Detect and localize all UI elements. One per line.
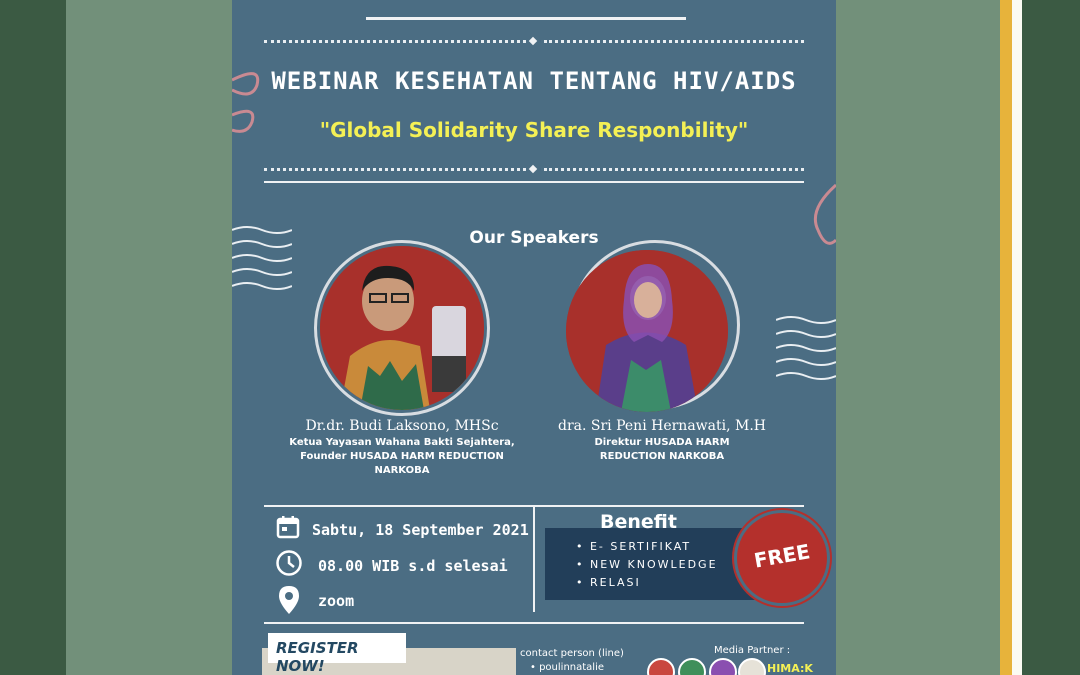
speaker-role-line: REDUCTION NARKOBA bbox=[599, 451, 725, 462]
white-border bbox=[1012, 0, 1022, 675]
benefit-item: • E- SERTIFIKAT bbox=[576, 540, 692, 553]
dotted-divider-mid-right bbox=[544, 168, 804, 171]
gold-border bbox=[1000, 0, 1012, 675]
matte-right bbox=[836, 0, 1000, 675]
free-badge-label: FREE bbox=[752, 539, 812, 573]
partner-logo-text: HIMA:K bbox=[767, 662, 813, 675]
dotted-divider-mid-left bbox=[264, 168, 526, 171]
divider-diamond bbox=[529, 37, 537, 45]
benefit-heading: Benefit bbox=[600, 511, 677, 533]
location-pin-icon bbox=[278, 585, 300, 615]
partner-logo bbox=[647, 658, 675, 675]
webinar-poster bbox=[232, 0, 836, 675]
speaker-role-line: Ketua Yayasan Wahana Bakti Sejahtera, bbox=[289, 437, 515, 448]
contact-item: • poulinnatalie bbox=[530, 662, 604, 673]
top-divider bbox=[366, 17, 686, 20]
event-platform: zoom bbox=[318, 592, 355, 610]
dotted-divider-top-left bbox=[264, 40, 526, 43]
speaker-name: Dr.dr. Budi Laksono, MHSc bbox=[305, 418, 499, 434]
partner-logo bbox=[709, 658, 737, 675]
pink-swirl-right-decoration bbox=[798, 180, 836, 260]
calendar-icon bbox=[276, 515, 300, 539]
event-time: 08.00 WIB s.d selesai bbox=[318, 557, 508, 575]
matte-left bbox=[66, 0, 232, 675]
divider-line bbox=[264, 181, 804, 183]
clock-icon bbox=[275, 549, 303, 577]
register-now-label: REGISTER NOW! bbox=[276, 639, 359, 675]
contact-label: contact person (line) bbox=[520, 648, 624, 659]
frame-right bbox=[1022, 0, 1080, 675]
divider-line bbox=[264, 622, 804, 624]
benefit-item: • RELASI bbox=[576, 576, 641, 589]
speaker-role-line: Founder HUSADA HARM REDUCTION bbox=[300, 451, 504, 462]
partner-logo bbox=[738, 658, 766, 675]
speakers-heading: Our Speakers bbox=[469, 228, 599, 248]
event-title: WEBINAR KESEHATAN TENTANG HIV/AIDS bbox=[271, 67, 797, 95]
divider-diamond bbox=[529, 165, 537, 173]
speaker-role-line: NARKOBA bbox=[374, 465, 430, 476]
speaker-photo-sri bbox=[566, 250, 728, 412]
divider-vertical bbox=[533, 505, 535, 612]
speaker-role bbox=[272, 436, 532, 478]
free-badge bbox=[737, 513, 827, 603]
speaker-role bbox=[528, 436, 796, 464]
register-now-button[interactable] bbox=[268, 633, 406, 675]
speaker-name: dra. Sri Peni Hernawati, M.H bbox=[557, 418, 766, 434]
speaker-role-line: Direktur HUSADA HARM bbox=[594, 437, 730, 448]
media-partner-label: Media Partner : bbox=[714, 645, 791, 656]
partner-logo bbox=[678, 658, 706, 675]
frame-left bbox=[0, 0, 66, 675]
event-date: Sabtu, 18 September 2021 bbox=[312, 521, 529, 539]
wave-lines-right-decoration bbox=[776, 312, 836, 388]
event-tagline: "Global Solidarity Share Responbility" bbox=[319, 118, 749, 142]
dotted-divider-top-right bbox=[544, 40, 804, 43]
benefit-item: • NEW KNOWLEDGE bbox=[576, 558, 718, 571]
speaker-photo-budi bbox=[320, 246, 484, 410]
